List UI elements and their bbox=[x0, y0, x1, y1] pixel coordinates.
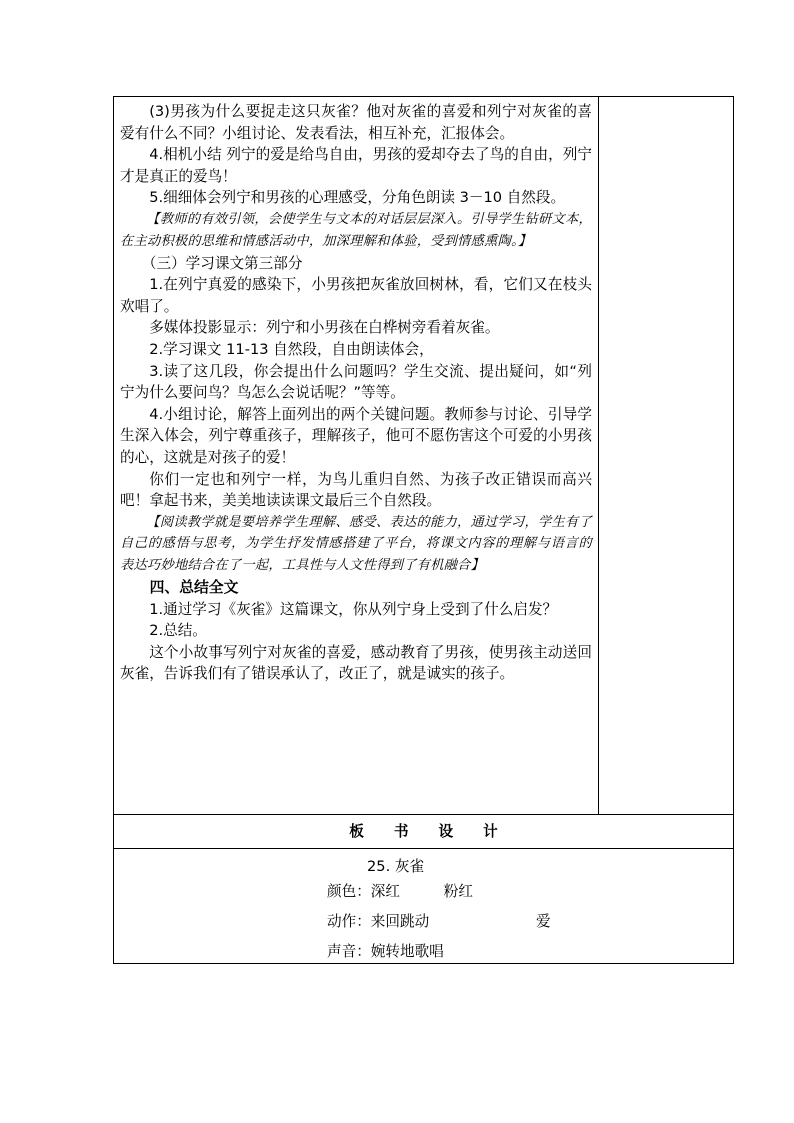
lesson-paragraph: （三）学习课文第三部分 bbox=[141, 254, 303, 272]
lesson-paragraph: 1.通过学习《灰雀》这篇课文，你从列宁身上受到了什么启发？ bbox=[149, 600, 558, 618]
board-sound-line: 声音：婉转地歌唱 bbox=[327, 943, 444, 960]
board-design-title: 板书设计 bbox=[349, 823, 528, 840]
board-design bbox=[114, 849, 733, 963]
notes-column-cell bbox=[599, 97, 734, 815]
section-heading: 四、总结全文 bbox=[149, 579, 239, 597]
lesson-paragraph: 2.学习课文 11-13 自然段，自由朗读体会， bbox=[149, 340, 434, 358]
teaching-process-row bbox=[114, 97, 734, 815]
board-design-cell bbox=[114, 849, 734, 964]
lesson-paragraph: 5.细细体会列宁和男孩的心理感受，分角色朗读 3－10 自然段。 bbox=[149, 189, 566, 207]
teaching-note-paragraph: 【阅读教学就是要培养学生理解、感受、表达的能力，通过学习，学生有了自己的感悟与思考，为学生抒发情感搭建了平台，将课文内容的理解与语言的表达巧妙地结合在了一起，工具性与人文性得到了有机融合】 bbox=[120, 514, 592, 574]
board-title-row bbox=[114, 815, 734, 849]
lesson-content bbox=[120, 101, 592, 685]
board-color-line: 颜色：深红 粉红 bbox=[327, 883, 473, 900]
document-page bbox=[113, 96, 734, 964]
board-love-word: 爱 bbox=[536, 913, 551, 930]
teaching-process-cell bbox=[114, 97, 599, 815]
lesson-paragraph: 4.相机小结 列宁的爱是给鸟自由，男孩的爱却夺去了鸟的自由，列宁才是真正的爱鸟！ bbox=[120, 146, 592, 185]
lesson-paragraph: 2.总结。 bbox=[149, 622, 207, 640]
board-lesson-title: 25. 灰雀 bbox=[367, 858, 425, 875]
teaching-note-paragraph: 【教师的有效引领，会使学生与文本的对话层层深入。引导学生钻研文本，在主动积极的思维和情感活动中，加深理解和体验，受到情感熏陶。】 bbox=[120, 211, 592, 249]
lesson-paragraph: 多媒体投影显示：列宁和小男孩在白桦树旁看着灰雀。 bbox=[149, 319, 500, 337]
lesson-paragraph: 你们一定也和列宁一样，为鸟儿重归自然、为孩子改正错误而高兴吧！拿起书来，美美地读读课文最后三个自然段。 bbox=[120, 470, 592, 510]
lesson-paragraph: 1.在列宁真爱的感染下，小男孩把灰雀放回树林，看，它们又在枝头欢唱了。 bbox=[120, 276, 592, 315]
board-title-cell bbox=[114, 815, 734, 849]
lesson-paragraph: 4.小组讨论，解答上面列出的两个关键问题。教师参与讨论、引导学生深入体会，列宁尊重孩子，理解孩子，他可不愿伤害这个可爱的小男孩的心，这就是对孩子的爱！ bbox=[120, 405, 592, 466]
lesson-paragraph: (3)男孩为什么要捉走这只灰雀？他对灰雀的喜爱和列宁对灰雀的喜爱有什么不同？小组讨论、发表看法，相互补充，汇报体会。 bbox=[120, 103, 592, 142]
lesson-paragraph: 3.读了这几段，你会提出什么问题吗？学生交流、提出疑问，如“列宁为什么要问鸟？鸟怎么会说话呢？”等等。 bbox=[120, 362, 592, 402]
lesson-paragraph: 这个小故事写列宁对灰雀的喜爱，感动教育了男孩，使男孩主动送回灰雀，告诉我们有了错误承认了，改正了，就是诚实的孩子。 bbox=[120, 643, 592, 683]
board-action-line: 动作：来回跳动 bbox=[327, 913, 430, 930]
lesson-plan-table bbox=[113, 96, 734, 964]
board-design-row bbox=[114, 849, 734, 964]
